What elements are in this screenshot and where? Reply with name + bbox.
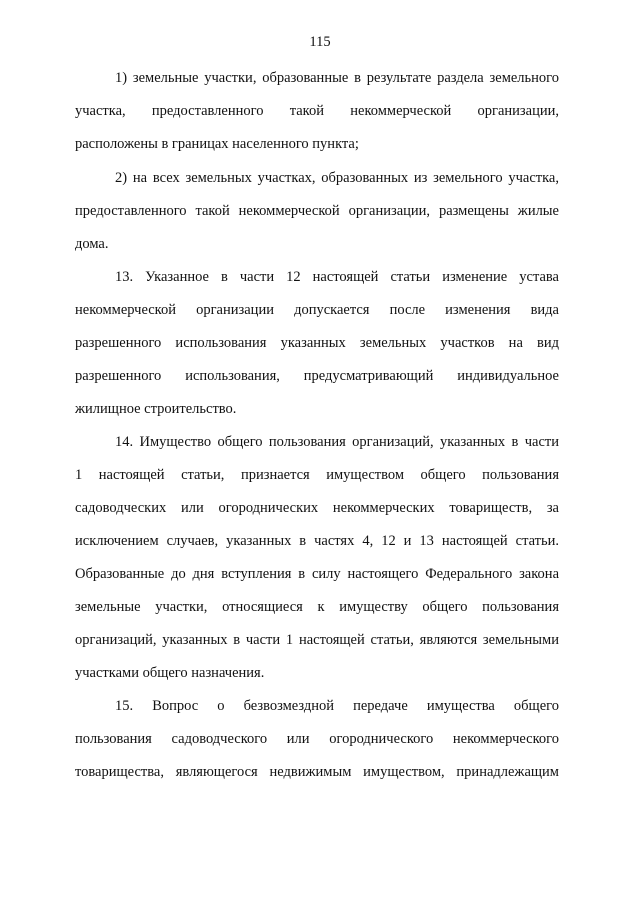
text-line: 13. Указанное в части 12 настоящей статьи изменение устава [115, 269, 559, 285]
text-line: 1 настоящей статьи, признается имуществом общего пользования [75, 467, 559, 483]
text-line: 1) земельные участки, образованные в результате раздела земельного [115, 70, 559, 86]
page-number: 115 [309, 34, 331, 50]
text-line: организаций, указанных в части 1 настоящей статьи, являются земельными [75, 632, 559, 648]
paragraph-14 [75, 426, 559, 690]
text-line: жилищное строительство. [75, 401, 237, 417]
text-line: 2) на всех земельных участках, образованных из земельного участка, [115, 170, 559, 186]
paragraph-item-2 [75, 162, 559, 261]
text-line: предоставленного такой некоммерческой организации, размещены жилые [75, 203, 559, 219]
text-line: расположены в границах населенного пункта; [75, 136, 359, 152]
paragraph-13 [75, 261, 559, 426]
text-line: садоводческих или огороднических некоммерческих товариществ, за [75, 500, 559, 516]
text-line: Образованные до дня вступления в силу настоящего Федерального закона [75, 566, 559, 582]
text-line: разрешенного использования, предусматривающий индивидуальное [75, 368, 559, 384]
text-line: исключением случаев, указанных в частях 4, 12 и 13 настоящей статьи. [75, 533, 559, 549]
text-line: разрешенного использования указанных земельных участков на вид [75, 335, 559, 351]
text-line: 15. Вопрос о безвозмездной передаче имущества общего [115, 698, 559, 714]
text-line: некоммерческой организации допускается после изменения вида [75, 302, 559, 318]
text-line: земельные участки, относящиеся к имуществу общего пользования [75, 599, 559, 615]
text-line: дома. [75, 236, 109, 252]
text-line: участка, предоставленного такой некоммерческой организации, [75, 103, 559, 119]
text-line: участками общего назначения. [75, 665, 265, 681]
paragraph-15 [75, 690, 559, 789]
text-line: пользования садоводческого или огороднического некоммерческого [75, 731, 559, 747]
paragraph-item-1 [75, 62, 559, 161]
text-line: товарищества, являющегося недвижимым имуществом, принадлежащим [75, 764, 559, 780]
text-line: 14. Имущество общего пользования организаций, указанных в части [115, 434, 559, 450]
